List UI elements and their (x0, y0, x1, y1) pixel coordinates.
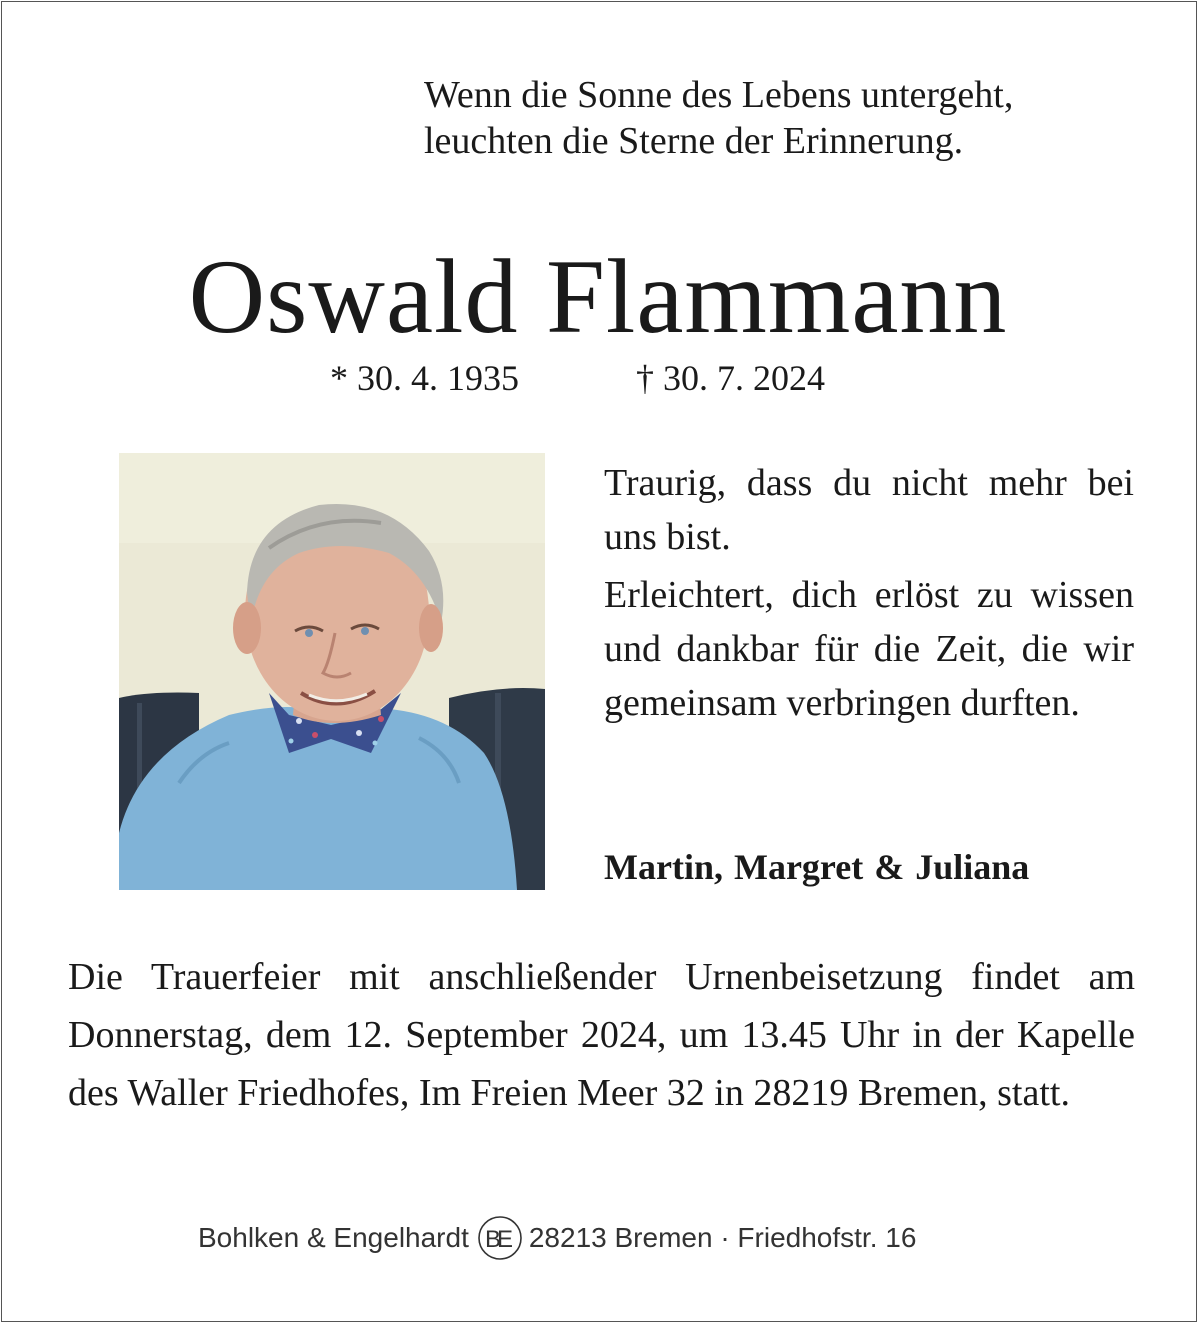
service-announcement (68, 948, 1135, 1122)
poem-paragraph-2: Erleichtert, dich erlöst zu wissen und dankbar für die Zeit, die wir gemeinsam verbringen durften. (604, 574, 1134, 724)
deceased-name: Oswald Flammann (188, 238, 1008, 355)
funeral-home-name: Bohlken & Engelhardt (198, 1222, 469, 1253)
funeral-home-address: 28213 Bremen · Friedhofstr. 16 (528, 1222, 917, 1253)
birth-date: * 30. 4. 1935 (330, 358, 519, 398)
poem-paragraph-1: Traurig, dass du nicht mehr bei uns bist. (604, 462, 1134, 558)
funeral-home-footer (198, 1212, 1008, 1264)
motto-quote (424, 72, 1164, 164)
portrait-photo (119, 453, 545, 890)
motto-line-2: leuchten die Sterne der Erinnerung. (424, 120, 964, 162)
poem (604, 456, 1134, 730)
funeral-home-monogram-logo (477, 1215, 523, 1261)
svg-text:B: B (484, 1226, 501, 1253)
service-text: Die Trauerfeier mit anschließender Urnenbeisetzung findet am Donnerstag, dem 12. September 2024, um 13.45 Uhr in der Kapelle des Waller Friedhofes, Im Freien Meer 32 in 28219 Bremen, statt. (68, 956, 1135, 1114)
mourners-signature: Martin, Margret & Juliana (604, 847, 1030, 887)
death-date: † 30. 7. 2024 (636, 358, 825, 398)
motto-line-1: Wenn die Sonne des Lebens untergeht, (424, 74, 1014, 116)
svg-text:E: E (496, 1226, 513, 1253)
